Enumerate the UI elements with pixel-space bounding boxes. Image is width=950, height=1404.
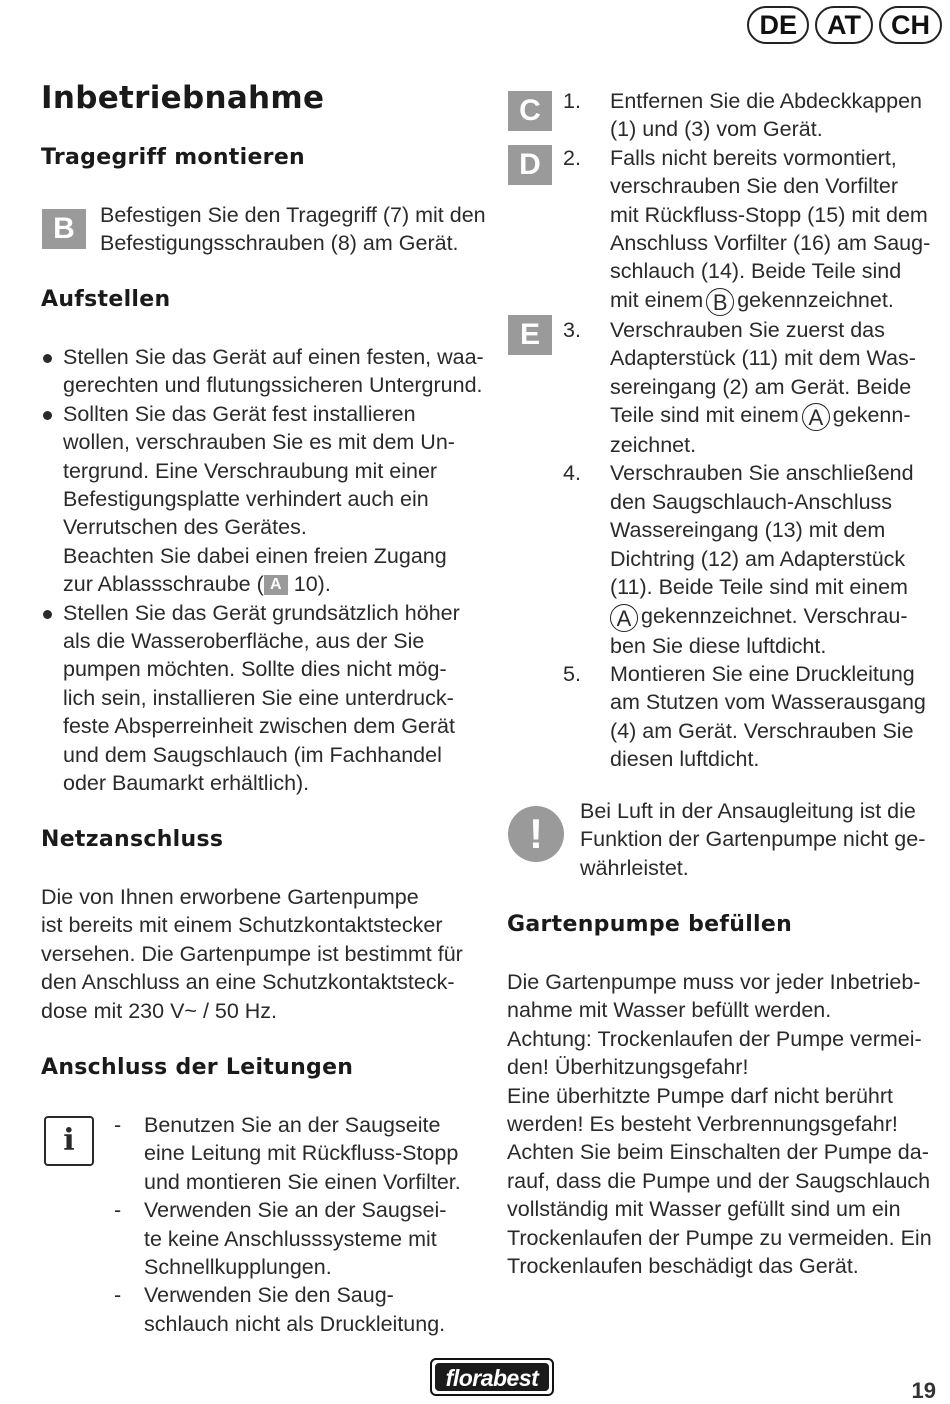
bullet-item: Stellen Sie das Gerät auf einen festen, waa- gerechten und flutungssicheren Untergrund.: [41, 343, 491, 400]
marker-b-icon: B: [706, 288, 734, 316]
heading-befuellen: Gartenpumpe befüllen: [507, 912, 793, 937]
step-item: 5. Montieren Sie eine Druckleitung am Stutzen vom Wasserausgang (4) am Gerät. Verschrauben Sie diesen luftdicht.: [563, 661, 926, 772]
lang-badge-de: DE: [747, 6, 809, 44]
lang-badge-at: AT: [815, 6, 873, 44]
befuellen-text: Die Gartenpumpe muss vor jeder Inbetrieb- nahme mit Wasser befüllt werden. Achtung: Trockenlaufen der Pumpe vermei- den! Überhitzungsgefahr! Eine überhitzte Pumpe darf nicht berührt werden! Es besteht Verbrennungsgefahr! Achten Sie beim Einschalten der Pumpe da- rauf, dass die Pumpe und der Saugschlauch vollständig mit Wasser gefüllt sind um ein Trockenlaufen der Pumpe zu vermeiden. Ein Trockenlaufen beschädigt das Gerät.: [507, 970, 932, 1279]
marker-a-icon: A: [610, 604, 638, 632]
info-icon: i: [44, 1116, 94, 1166]
step-item: 3. Verschrauben Sie zuerst das Adapterstück (11) mit dem Was- sereingang (2) am Gerät. Beide Teile sind mit einem A gekenn- zeichnet.: [563, 317, 916, 458]
step-item: 2. Falls nicht bereits vormontiert, verschrauben Sie den Vorfilter mit Rückfluss-Stopp (15) mit dem Anschluss Vorfilter (16) am Saug- schlauch (14). Beide Teile sind mit einem B gekennzeichnet.: [563, 145, 931, 315]
page-number: 19: [911, 1378, 936, 1403]
dash-item: - Benutzen Sie an der Saugseite eine Leitung mit Rückfluss-Stopp und montieren Sie einen Vorfilter.: [114, 1113, 461, 1194]
step-item: 4. Verschrauben Sie anschließend den Saugschlauch-Anschluss Wassereingang (13) mit dem Dichtring (12) am Adapterstück (11). Beide Teile sind mit einem A gekennzeichnet. Verschrau- ben Sie diese luftdicht.: [563, 461, 914, 658]
marker-a-icon: A: [802, 403, 830, 431]
figure-badge-a: A: [264, 575, 288, 595]
bullet-item: Sollten Sie das Gerät fest installieren wollen, verschrauben Sie es mit dem Un- tergrund. Eine Verschraubung mit einer Befestigungsplatte verhindert auch ein Verrutschen des Gerätes. Beachten Sie dabei einen freien Zugang zur Ablassschraube ( A 10).: [41, 400, 491, 599]
figure-badge-e: E: [508, 315, 552, 355]
steps-list: [507, 87, 947, 774]
figure-badge-b: B: [42, 209, 86, 249]
page-title: Inbetriebnahme: [41, 80, 325, 116]
heading-netzanschluss: Netzanschluss: [41, 827, 224, 852]
language-badges: [747, 6, 942, 44]
bullet-icon: [43, 411, 52, 420]
aufstellen-list: [41, 343, 491, 798]
heading-leitungen: Anschluss der Leitungen: [41, 1055, 354, 1080]
step-item: 1. Entfernen Sie die Abdeckkappen (1) und (3) vom Gerät.: [563, 89, 922, 142]
leitungen-list: [110, 1111, 490, 1338]
bullet-icon: [43, 354, 52, 363]
dash-item: - Verwenden Sie den Saug- schlauch nicht als Druckleitung.: [114, 1283, 446, 1336]
bullet-item: Stellen Sie das Gerät grundsätzlich höher als die Wasseroberfläche, aus der Sie pumpen möchten. Sollte dies nicht mög- lich sein, installieren Sie eine unterdruck- feste Absperreinheit zwischen dem Gerät und dem Saugschlauch (im Fachhandel oder Baumarkt erhältlich).: [41, 599, 491, 798]
warning-text: Bei Luft in der Ansaugleitung ist die Funktion der Gartenpumpe nicht ge- währleistet.: [580, 799, 926, 880]
heading-aufstellen: Aufstellen: [41, 287, 171, 312]
dash-item: - Verwenden Sie an der Saugsei- te keine Anschlusssysteme mit Schnellkupplungen.: [114, 1198, 447, 1280]
figure-badge-c: C: [508, 91, 552, 131]
heading-tragegriff: Tragegriff montieren: [41, 145, 306, 170]
bullet-icon: [43, 610, 52, 619]
netzanschluss-text: Die von Ihnen erworbene Gartenpumpe ist bereits mit einem Schutzkontaktstecker versehen. Die Gartenpumpe ist bestimmt für den Anschluss an eine Schutzkontaktsteck- dose mit 230 V~ / 50 Hz.: [41, 885, 463, 1023]
lang-badge-ch: CH: [879, 6, 942, 44]
brand-logo: florabest: [430, 1358, 554, 1396]
warning-icon: !: [508, 806, 564, 862]
tragegriff-text: Befestigen Sie den Tragegriff (7) mit den Befestigungsschrauben (8) am Gerät.: [100, 203, 486, 256]
figure-badge-d: D: [508, 145, 552, 185]
